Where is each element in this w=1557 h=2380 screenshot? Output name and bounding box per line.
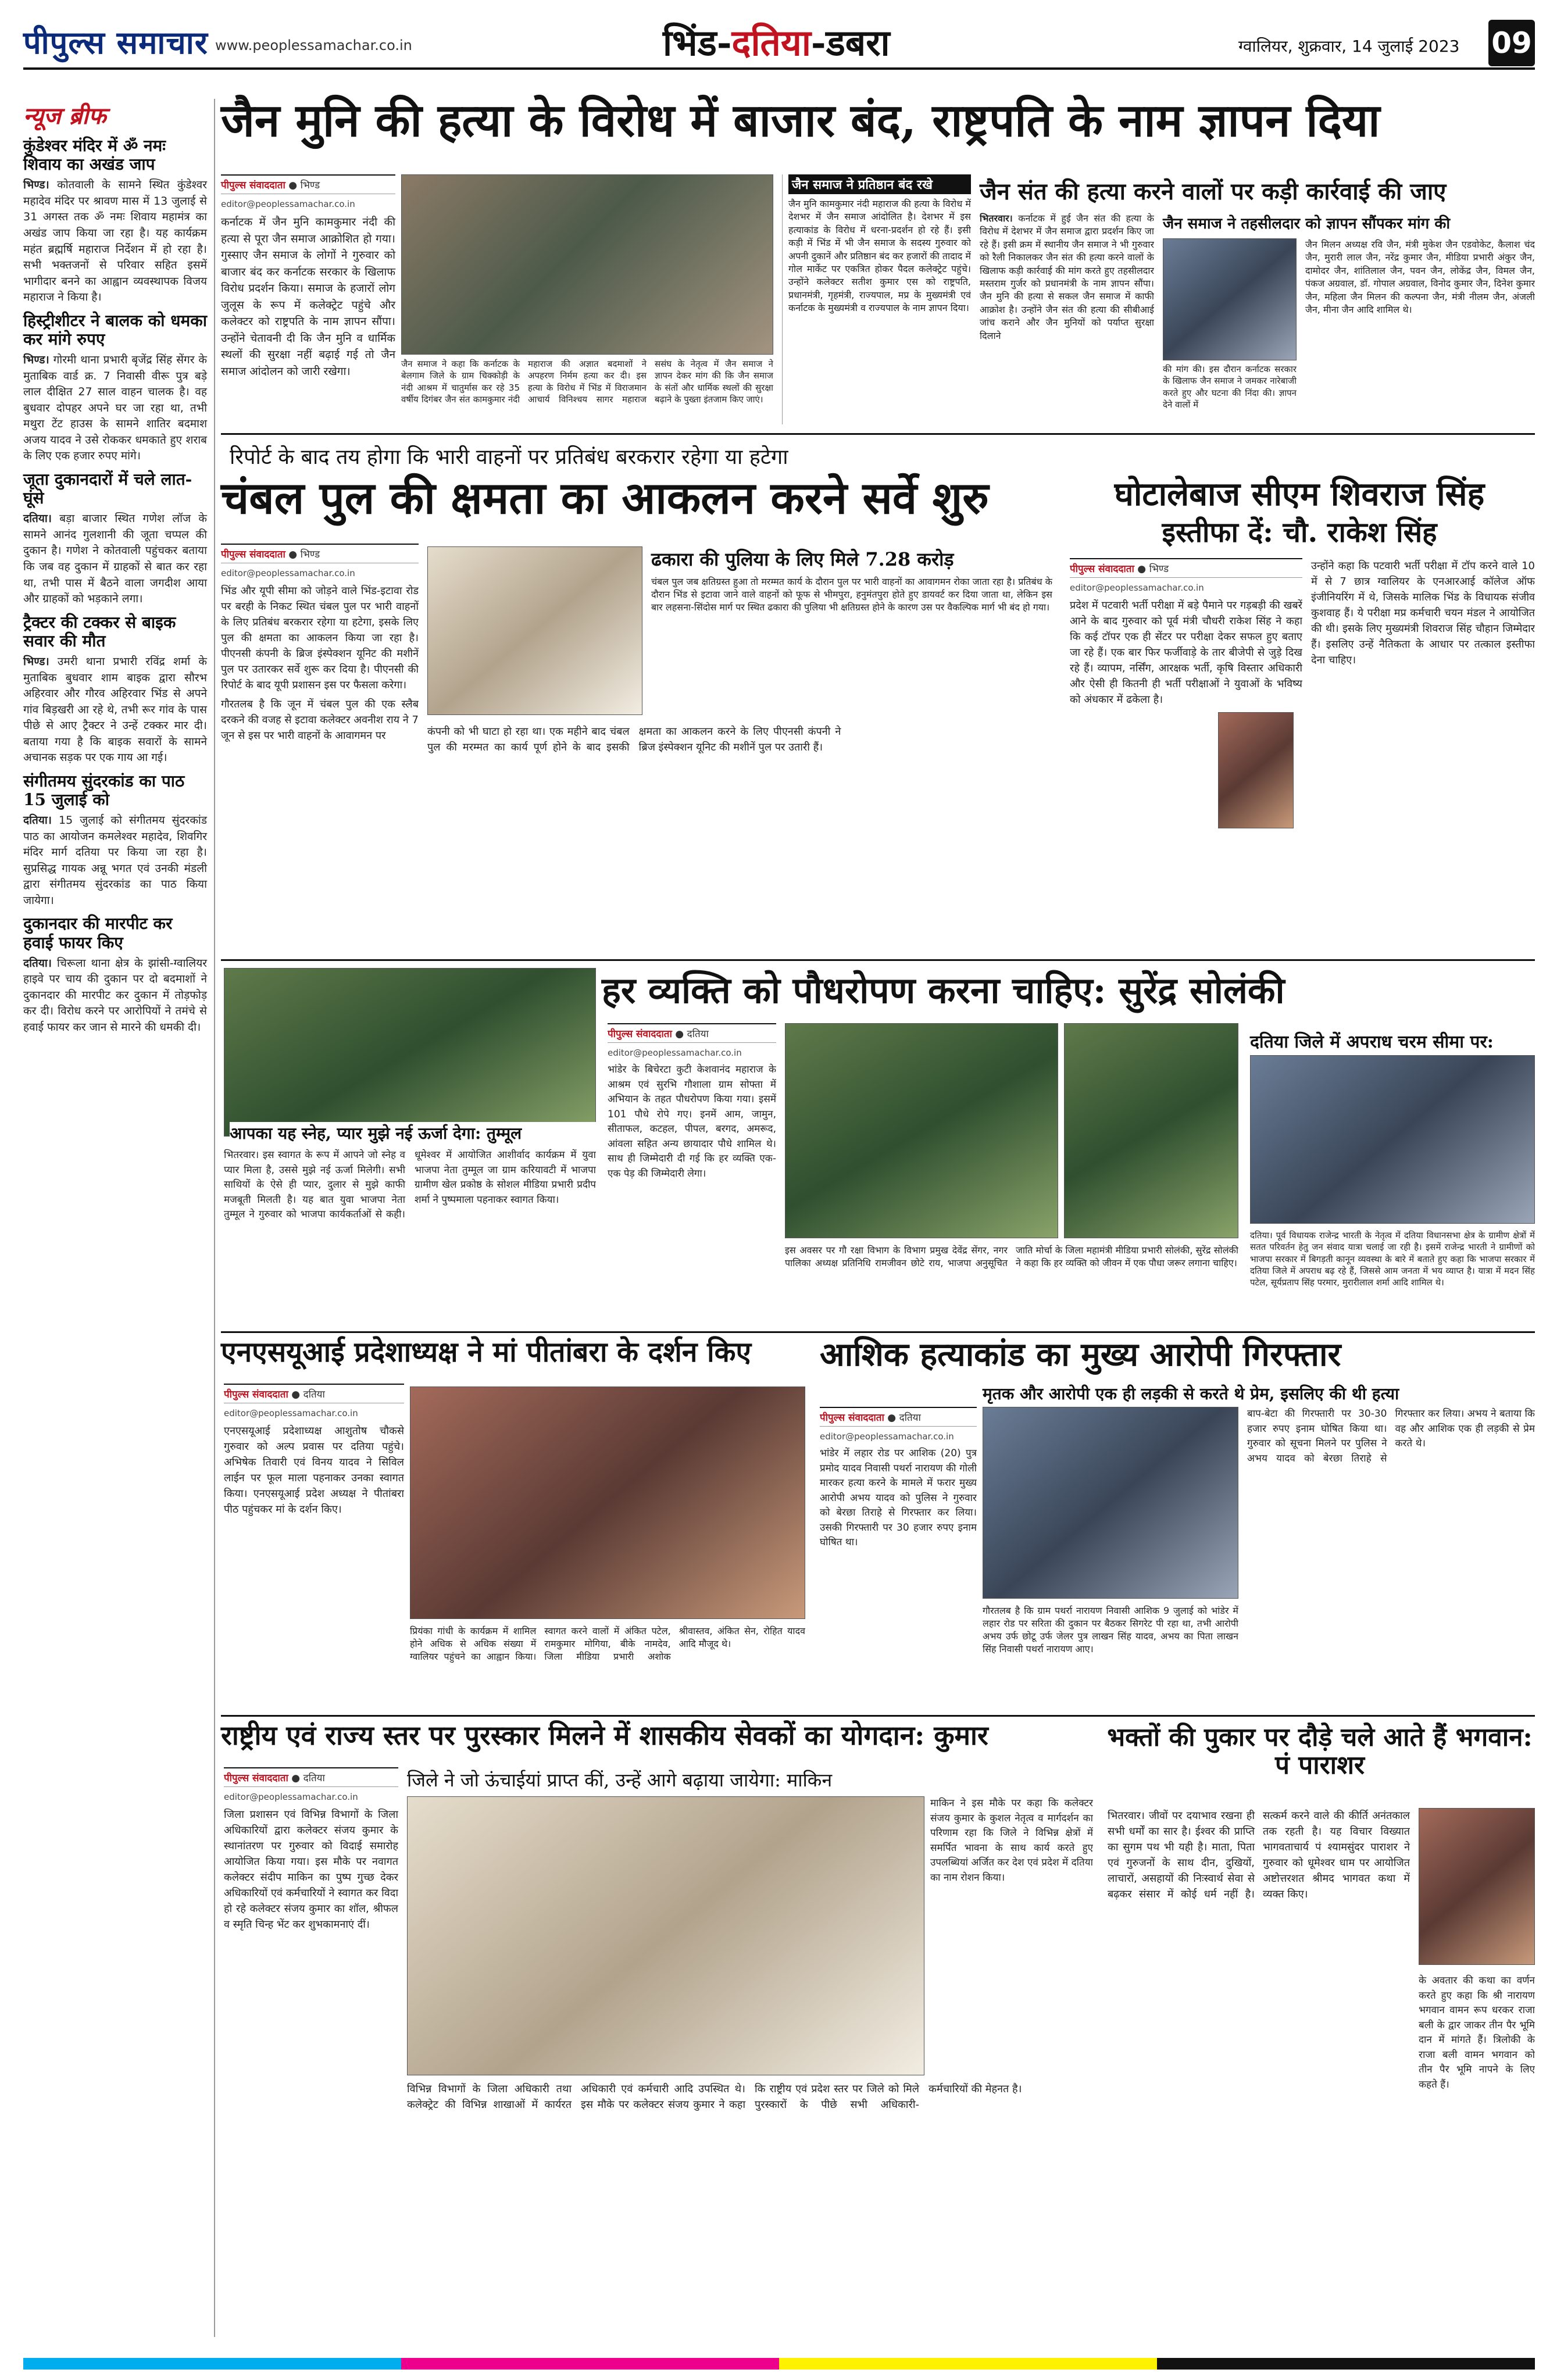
story2-subhead: ढकारा की पुलिया के लिए मिले 7.28 करोड़ <box>651 548 954 570</box>
color-swatch-cyan <box>23 2358 401 2370</box>
section-title <box>663 17 890 66</box>
story8-subhead: मृतक और आरोपी एक ही लड़की से करते थे प्रेम, इसलिए की थी हत्या <box>983 1384 1399 1403</box>
byline-email: editor@peoplessamachar.co.in <box>224 1408 358 1418</box>
section-right: -डबरा <box>810 22 890 64</box>
story1b-column <box>980 212 1154 427</box>
byline: पीपुल्स संवाददाता ● दतिया <box>224 1767 398 1787</box>
brief-dateline: दतिया। <box>23 956 52 970</box>
story9-headline: राष्ट्रीय एवं राज्य स्तर पर पुरस्कार मिलने में शासकीय सेवकों का योगदान: कुमार <box>221 1720 988 1751</box>
story9-col1 <box>224 1767 398 2325</box>
brief-dateline: दतिया। <box>23 814 52 827</box>
story2-col1 <box>221 544 419 950</box>
byline: पीपुल्स संवाददाता ● दतिया <box>224 1384 404 1403</box>
byline-place: दतिया <box>899 1412 921 1424</box>
story7-col1 <box>224 1384 404 1709</box>
byline-name: पीपुल्स संवाददाता <box>608 1028 672 1040</box>
story8-headline: आशिक हत्याकांड का मुख्य आरोपी गिरफ्तार <box>820 1335 1341 1374</box>
brief-text <box>23 956 207 1036</box>
story10-headline: भक्तों की पुकार पर दौड़े चले आते हैं भगवान: पं पाराशर <box>1107 1723 1533 1781</box>
story1b-photo-caption: की मांग की। इस दौरान कर्नाटक सरकार के खिलाफ जैन समाज ने जमकर नारेबाजी करते हुए और घटना की निंदा की। ज्ञापन देने वालों में <box>1163 364 1297 410</box>
byline: पीपुल्स संवाददाता ● दतिया <box>820 1407 977 1427</box>
story9-body: जिला प्रशासन एवं विभिन्न विभागों के जिला अधिकारियों द्वारा कलेक्टर संजय कुमार के स्थानांतरण पर गुरुवार को विदाई समारोह आयोजित किया गया। इस मौके पर नवागत कलेक्टर संदीप माकिन का पुष्प गुच्छ देकर अधिकारियों एवं कर्मचारियों ने स्वागत कर विदा हो रहे कलेक्टर संजय कुमार का शॉल, श्रीफल व स्मृति चिन्ह भेंट कर शुभकामनाएं दीं। <box>224 1809 398 1931</box>
color-swatch-black <box>1157 2358 1535 2370</box>
byline-name: पीपुल्स संवाददाता <box>221 549 285 560</box>
story2-body3: कंपनी को भी घाटा हो रहा था। एक महीने बाद चंबल पुल की मरम्मत का कार्य पूर्ण होने के बाद इसकी क्षमता का आकलन करने के लिए पीएनसी कंपनी ने ब्रिज इंस्पेक्शन यूनिट की मशीनें पुल पर उतारी हैं। <box>427 726 841 753</box>
byline-place: दतिया <box>303 1773 325 1784</box>
page-number: 09 <box>1488 20 1535 66</box>
story1-sidebar <box>782 174 971 424</box>
byline-place: दतिया <box>303 1389 325 1400</box>
story1-photo-crowd <box>401 174 773 355</box>
brief-body: 15 जुलाई को संगीतमय सुंदरकांड पाठ का आयोजन कमलेश्वर महादेव, शिवगिर मंदिर मार्ग दतिया पर किया जा रहा है। सुप्रसिद्ध गायक अन्नू भगत एवं उनकी मंडली द्वारा संगीतमय सुंदरकांड का पाठ किया जायेगा। <box>23 814 207 907</box>
story1-caption: जैन समाज ने कहा कि कर्नाटक के बेलगाम जिले के ग्राम चिक्कोड़ी के नंदी आश्रम में चातुर्मास कर रहे 35 वर्षीय दिगंबर जैन संत कामकुमार नंदी महाराज की अज्ञात बदमाशों ने अपहरण निर्मम हत्या कर दी। इस हत्या के विरोध में भिंड में विराजमान आचार्य विनिश्चय सागर महाराज ससंघ के नेतृत्व में जैन समाज ने ज्ञापन देकर मांग की कि जैन समाज के संतों और धार्मिक स्थलों की सुरक्षा बढ़ाने के पुख्ता इंतजाम किए जाएं। <box>401 359 773 405</box>
byline: पीपुल्स संवाददाता ● भिण्ड <box>1070 558 1302 578</box>
story3-portrait <box>1218 712 1294 828</box>
story1-body: कर्नाटक में जैन मुनि कामकुमार नंदी की हत्या से पूरा जैन समाज आक्रोशित हो गया। गुस्साए जैन समाज के लोगों ने गुरुवार को बाजार बंद कर कर्नाटक सरकार के खिलाफ विरोध प्रदर्शन किया। समाज के हजारों लोग जुलूस के रूप में कलेक्ट्रेट पहुंचे और कलेक्टर को राष्ट्रपति के नाम ज्ञापन सौंपा। उन्होंने चेतावनी दी कि जैन मुनि व धार्मिक स्थलों की सुरक्षा नहीं बढ़ाई गई तो जैन समाज आंदोलन को जारी रखेगा। <box>221 216 395 378</box>
divider <box>221 1331 1535 1333</box>
byline: पीपुल्स संवाददाता ● भिण्ड <box>221 544 419 563</box>
story9-photo-farewell <box>407 1796 924 2075</box>
brief-body: गोरमी थाना प्रभारी बृजेंद्र सिंह सेंगर के मुताबिक वार्ड क्र. 7 निवासी वीरू पुत्र बड़े लाल दीक्षित 27 साल वाहन चालक है। वह बुधवार दोपहर अपने घर जा रहा था, तभी मथुरा टेंट हाउस के सामने शातिर बदमाश अजय यादव ने उसे रोककर धमकाते हुए शराब के लिए एक हजार रुपए मांगे। <box>23 353 207 463</box>
story9-subhead: जिले ने जो ऊंचाईयां प्राप्त कीं, उन्हें आगे बढ़ाया जायेगा: माकिन <box>407 1769 833 1791</box>
byline: पीपुल्स संवाददाता ● दतिया <box>608 1023 776 1043</box>
brief-body: बड़ा बाजार स्थित गणेश लॉज के सामने आनंद गुलशानी की जूता चप्पल की दुकान है। गणेश ने कोतवाली पहुंचकर बताया कि जब वह दुकान में ग्राहकों से बात कर रहा था, तभी पास में बैठने वाला जगदीश आया और ग्राहकों को भड़काने लगा। <box>23 512 207 606</box>
story2-body: भिंड और यूपी सीमा को जोड़ने वाले भिंड-इटावा रोड पर बरही के निकट स्थित चंबल पुल पर भारी वाहनों के लिए प्रतिबंध बरकरार रहेगा या हटेगा, इसके लिए पुल की क्षमता का आकलन किया जा रहा है। पीएनसी कंपनी के ब्रिज इंस्पेक्शन यूनिट की मशीनें पुल पर उतारकर सर्वे शुरू कर दिया है। पीएनसी की रिपोर्ट के बाद यूपी प्रशासन इस पर फैसला करेगा। <box>221 585 419 691</box>
story8-body2: बाप-बेटा की गिरफ्तारी पर 30-30 हजार रुपए इनाम घोषित किया था। गुरुवार को सूचना मिलने पर पुलिस ने अभय यादव को बेरछा तिराहे से गिरफ्तार कर लिया। अभय ने बताया कि वह और आशिक एक ही लड़की से प्रेम करते थे। <box>1247 1408 1535 1464</box>
section-mid: दतिया <box>731 22 811 64</box>
news-brief-column <box>23 99 215 2337</box>
story6-photo <box>1250 1055 1535 1224</box>
brief-text <box>23 177 207 305</box>
story10-body: भितरवार। जीवों पर दयाभाव रखना ही सभी धर्मों का सार है। ईश्वर की प्राप्ति का सुगम पथ भी यही है। माता, पिता एवं गुरुजनों के साथ दीन, दुखियों, लाचारों, असहायों की निःस्वार्थ सेवा से बढ़कर संसार में कोई धर्म नहीं है। सत्कर्म करने वाले की कीर्ति अनंतकाल तक रहती है। यह विचार विख्यात भागवताचार्य पं श्यामसुंदर पाराशर ने गुरुवार को धूमेश्वर धाम पर आयोजित अष्टोत्तरशत श्रीमद भागवत कथा में व्यक्त किए। <box>1108 1810 1410 1900</box>
byline-place: भिण्ड <box>1149 563 1169 575</box>
story10-body2: के अवतार की कथा का वर्णन करते हुए कहा कि श्री नारायण भगवान वामन रूप धरकर राजा बली के द्वार जाकर तीन पैर भूमि दान में मांगते हैं। त्रिलोकी के राजा बली वामन भगवान को तीन पैर भूमि नापने के लिए कहते हैं। <box>1419 1975 1535 2090</box>
story7-headline: एनएसयूआई प्रदेशाध्यक्ष ने मां पीतांबरा के दर्शन किए <box>221 1336 752 1368</box>
divider <box>221 959 1535 961</box>
byline-email: editor@peoplessamachar.co.in <box>1070 583 1204 593</box>
dateline: ग्वालियर, शुक्रवार, 14 जुलाई 2023 <box>1238 37 1460 56</box>
story4-photo-caption: आपका यह स्नेह, प्यार मुझे नई ऊर्जा देगा: तुम्मूल <box>230 1122 602 1144</box>
byline-email: editor@peoplessamachar.co.in <box>221 199 355 209</box>
story1b-headline: जैन संत की हत्या करने वालों पर कड़ी कार्रवाई की जाए <box>980 178 1447 205</box>
brief-text <box>23 654 207 766</box>
story3-headline1: घोटालेबाज सीएम शिवराज सिंह <box>1114 475 1485 513</box>
story1-headline: जैन मुनि की हत्या के विरोध में बाजार बंद, राष्ट्रपति के नाम ज्ञापन दिया <box>221 94 1380 147</box>
color-swatch-magenta <box>401 2358 779 2370</box>
byline: पीपुल्स संवाददाता ● भिण्ड <box>221 174 395 194</box>
story7-body: एनएसयूआई प्रदेशाध्यक्ष आशुतोष चौकसे गुरुवार को अल्प प्रवास पर दतिया पहुंचे। अभिषेक तिवारी एवं विनय यादव ने सिविल लाईन पर फूल माला पहनाकर उनका स्वागत किया। एनएसयूआई प्रदेश अध्यक्ष ने पीतांबरा पीठ पहुंचकर मां के दर्शन किए। <box>224 1425 404 1516</box>
story5-body: भांडेर के बिचेरटा कुटी केशवानंद महाराज के आश्रम एवं सुरभि गौशाला ग्राम सोफ्ता में अभियान के तहत पौधरोपण किया गया। इसमें 101 पौधे रोपे गए। इनमें आम, जामुन, सीताफल, कटहल, पीपल, बरगद, अमरूद, आंवला सहित अन्य छायादार पौधे शामिल थे। साथ ही जिम्मेदारी दी गई कि हर व्यक्ति एक-एक पेड़ की जिम्मेदारी लेगा। <box>608 1064 776 1180</box>
brief-title: हिस्ट्रीशीटर ने बालक को धमका कर मांगे रुपए <box>23 310 207 349</box>
story5-col1 <box>608 1023 776 1325</box>
story10-photo-preacher <box>1419 1808 1535 1965</box>
website-url[interactable]: www.peoplessamachar.co.in <box>215 37 412 53</box>
story3-headline2: इस्तीफा दें: चौ. राकेश सिंह <box>1162 516 1437 549</box>
story1-byline <box>221 174 395 380</box>
masthead <box>23 12 1535 70</box>
brief-title: दुकानदार की मारपीट कर हवाई फायर किए <box>23 914 173 952</box>
story7-photo <box>410 1386 805 1619</box>
story1b-names: जैन मिलन अध्यक्ष रवि जैन, मंत्री मुकेश जैन एडवोकेट, कैलाश चंद जैन, मुरारी लाल जैन, नरेंद्र कुमार जैन, मीडिया प्रभारी अंकुर जैन, दामोदर जैन, शांतिलाल जैन, पवन जैन, लोकेंद्र जैन, विमल जैन, पंकज अग्रवाल, डॉ. गोपाल अग्रवाल, विनोद कुमार जैन, दिनेश कुमार जैन, महिला जैन मिलन की कल्पना जैन, मंत्री नीलम जैन, अंजली जैन, मीना जैन आदि शामिल थे। <box>1305 239 1535 315</box>
brief-title: कुंडेश्वर मंदिर में ॐ नमः शिवाय का अखंड जाप <box>23 136 166 174</box>
byline-name: पीपुल्स संवाददाता <box>1070 563 1134 575</box>
brief-text <box>23 352 207 464</box>
story9-caption: विभिन्न विभागों के जिला अधिकारी तथा कलेक्ट्रेट की विभिन्न शाखाओं में कार्यरत अधिकारी एवं कर्मचारी आदि उपस्थित थे। इस मौके पर कलेक्टर संजय कुमार ने कहा कि राष्ट्रीय एवं प्रदेश स्तर पर जिले को मिले पुरस्कारों के पीछे सभी अधिकारी-कर्मचारियों की मेहनत है। <box>407 2083 1022 2111</box>
story6-body: दतिया। पूर्व विधायक राजेन्द्र भारती के नेतृत्व में दतिया विधानसभा क्षेत्र के ग्रामीण क्षेत्रों में सतत परिवर्तन हेतु जन संवाद यात्रा चलाई जा रही है। इसमें राजेन्द्र भारती ने ग्रामीणों को भाजपा सरकार में बिगड़ती कानून व्यवस्था के बारे में बताते हुए कहा कि भाजपा सरकार में दतिया जिले में अपराध बढ़ रहे हैं, जिससे आम जनता में भय व्याप्त है। यात्रा में मदन सिंह पटेल, सूर्यप्रताप सिंह परमार, मुरारीलाल शर्मा आदि शामिल थे। <box>1250 1230 1535 1288</box>
story5-headline: हर व्यक्ति को पौधरोपण करना चाहिए: सुरेंद्र सोलंकी <box>602 969 1285 1012</box>
byline-place: भिण्ड <box>300 549 320 560</box>
story3-body2: उन्होंने कहा कि पटवारी भर्ती परीक्षा में टॉप करने वाले 10 में से 7 छात्र ग्वालियर के एनआरआई कॉलेज ऑफ इंजीनियरिंग में थे, जिसके मालिक भिंड के विधायक संजीव कुशवाह हैं। ये परीक्षा मप्र कर्मचारी चयन मंडल ने आयोजित की थी। इसके लिए मुख्यमंत्री शिवराज सिंह चौहान जिम्मेदार हैं। इसलिए उन्हें नैतिकता के आधार पर तत्काल इस्तीफा देना चाहिए। <box>1311 560 1535 666</box>
color-swatch-yellow <box>779 2358 1157 2370</box>
story8-caption: गौरतलब है कि ग्राम पथर्रा नारायण निवासी आशिक 9 जुलाई को भांडेर में लहार रोड पर सरिता की दुकान पर बैठकर सिगरेट पी रहा था, तभी आरोपी अभय उर्फ छोटू उर्फ जेलर पुत्र लाखन सिंह यादव, अभय का पिता लाखन सिंह निवासी पथर्रा नारायण आए। <box>983 1605 1238 1655</box>
brief-body: कोतवाली के सामने स्थित कुंडेश्वर महादेव मंदिर पर श्रावण मास में 13 जुलाई से 31 अगस्त तक ॐ नमः शिवाय महामंत्र का अखंड जाप किया जा रहा है। यह कार्यक्रम महंत ब्रह्मर्षि महाराज निर्देशन में हो रहा है। सभी भक्तजनों से परिवार सहित इसमें भागीदार बनने का आह्वान व्यवस्थापक विजय महाराज ने किया है। <box>23 178 208 304</box>
brief-dateline: भिण्ड। <box>23 353 49 367</box>
story8-photo-accused <box>983 1407 1238 1599</box>
brief-dateline: भिण्ड। <box>23 655 49 668</box>
story5-body2: इस अवसर पर गौ रक्षा विभाग के विभाग प्रमुख देवेंद्र सेंगर, नगर पालिका अध्यक्ष प्रतिनिधि रामजीवन छोटे राय, भाजपा अनुसूचित जाति मोर्चा के जिला महामंत्री मीडिया प्रभारी सोलंकी, सुरेंद्र सोलंकी ने कहा कि हर व्यक्ति को जीवन में एक पौधा जरूर लगाना चाहिए। <box>785 1245 1238 1269</box>
story1b-body <box>980 212 1154 342</box>
byline-email: editor@peoplessamachar.co.in <box>820 1431 954 1442</box>
story4-body: भितरवार। इस स्वागत के रूप में आपने जो स्नेह व प्यार मिला है, उससे मुझे नई ऊर्जा मिलेगी। सभी साथियों के ऐसे ही प्यार, दुलार से मुझे काफी मजबूती मिलती है। यह बात युवा भाजपा नेता तुम्मूल ने गुरुवार को भाजपा कार्यकर्ताओं से कही। धूमेश्वर में आयोजित आशीर्वाद कार्यक्रम में युवा भाजपा नेता तुम्मूल जा ग्राम करियावटी में भाजपा ग्रामीण खेल प्रकोष्ठ के सोशल मीडिया प्रभारी प्रदीप शर्मा ने पुष्पमाला पहनाकर स्वागत किया। <box>224 1149 596 1220</box>
section-left: भिंड- <box>663 22 732 64</box>
story3-body: प्रदेश में पटवारी भर्ती परीक्षा में बड़े पैमाने पर गड़बड़ी की खबरें आने के बाद गुरुवार को पूर्व मंत्री चौधरी राकेश सिंह ने कहा कि कई टॉपर एक ही सेंटर पर परीक्षा देकर सफल हुए बताए जा रहे हैं। एक बार फिर फर्जीवाड़े के तार बीजेपी से जुड़े दिख रहे हैं। व्यापम, नर्सिंग, आरक्षक भर्ती, कृषि विस्तार अधिकारी और ऐसी ही कितनी ही भर्ती परीक्षाओं ने युवाओं के भविष्य को अंधकार में ढकेला है। <box>1070 599 1302 706</box>
story4-photo <box>224 968 596 1137</box>
brief-dateline: भिण्ड। <box>23 178 49 192</box>
story1b-subtitle: जैन समाज ने तहसीलदार को ज्ञापन सौंपकर मांग की <box>1163 215 1451 233</box>
byline-name: पीपुल्स संवाददाता <box>820 1412 884 1424</box>
story1-side-title: जैन समाज ने प्रतिष्ठान बंद रखे <box>788 174 971 194</box>
divider <box>221 433 1535 435</box>
brief-body: चिरूला थाना क्षेत्र के झांसी-ग्वालियर हाइवे पर चाय की दुकान पर दो बदमाशों ने दुकानदार की मारपीट कर दुकान में तोड़फोड़ कर दी। विरोध करने पर आरोपियों ने तमंचे से हवाई फायर कर जान से मारने की धमकी दी। <box>23 956 207 1034</box>
story2-body2: गौरतलब है कि जून में चंबल पुल की एक स्लैब दरकने की वजह से इटावा कलेक्टर अवनीश राय ने 7 जून से इस पर भारी वाहनों के आवागमन पर <box>221 698 419 742</box>
brief-text <box>23 813 207 909</box>
brief-title: संगीतमय सुंदरकांड का पाठ 15 जुलाई को <box>23 771 185 809</box>
story1b-dateline: भितरवार। <box>980 213 1013 224</box>
byline-place: दतिया <box>687 1028 709 1040</box>
story2-sub-body: चंबल पुल जब क्षतिग्रस्त हुआ तो मरम्मत कार्य के दौरान पुल पर भारी वाहनों का आवागमन रोका जाता रहा है। प्रतिबंध के दौरान भिंड से इटावा जाने वाले वाहनों को फूफ से भीमपुरा, हनुमंतपुरा होते हुए डायवर्ट कर दिया जाता था, लेकिन इस बार लहसना-सिंदोस मार्ग पर स्थित ढकारा की पुलिया भी क्षतिग्रस्त होने के कारण उस पर वैकल्पिक मार्ग भी बंद हो गया। <box>651 576 1052 613</box>
brief-title: ट्रैक्टर की टक्कर से बाइक सवार की मौत <box>23 612 176 651</box>
story2-headline: चंबल पुल की क्षमता का आकलन करने सर्वे शुरु <box>221 472 989 524</box>
story8-col1 <box>820 1407 977 1709</box>
brief-dateline: दतिया। <box>23 512 52 526</box>
story8-body: भांडेर में लहार रोड पर आशिक (20) पुत्र प्रमोद यादव निवासी पथर्रा नारायण की गोली मारकर हत्या करने के मामले में फरार मुख्य आरोपी अभय यादव को पुलिस ने गुरुवार को बेरछा तिराहे से गिरफ्तार कर लिया। उसकी गिरफ्तारी पर 30 हजार रुपए इनाम घोषित था। <box>820 1448 977 1548</box>
byline-email: editor@peoplessamachar.co.in <box>608 1048 742 1058</box>
story1b-photo-memorandum <box>1163 238 1297 360</box>
newspaper-logo: पीपुल्स समाचार <box>23 24 208 61</box>
byline-email: editor@peoplessamachar.co.in <box>224 1792 358 1802</box>
brief-body: उमरी थाना प्रभारी रविंद्र शर्मा के मुताबिक बुधवार शाम बाइक द्वारा सौरभ अहिरवार और गौरव अहिरवार भिंड से अपने गांव बिड़खरी आ रहे थे, तभी रूर गांव के पास पीछे से आए ट्रैक्टर ने उन्हें टक्कर मार दी। बताया गया है कि बाइक सवारों के सामने अचानक सड़क पर एक गाय आ गई। <box>23 655 207 764</box>
news-brief-label: न्यूज ब्रीफ <box>23 102 106 130</box>
byline-place: भिण्ड <box>300 180 320 191</box>
story1b-text: कर्नाटक में हुई जैन संत की हत्या के विरोध में देशभर में जैन समाज द्वारा प्रदर्शन किए जा रहे हैं। इसी क्रम में स्थानीय जैन समाज ने भी गुरुवार को रैली निकालकर जैन संत की हत्या करने वालों के खिलाफ कड़ी कार्रवाई की मांग करते हुए तहसीलदार मस्तराम गुर्जर को प्रधानमंत्री के नाम ज्ञापन सौंपा। जैन मुनि की हत्या से सकल जैन समाज में काफी आक्रोश है। उन्होंने जैन संत की हत्या की सीबीआई जांच कराने और जैन मुनियों को पर्याप्त सुरक्षा दिलाने <box>980 213 1154 341</box>
story5-photo-field <box>1064 1023 1238 1238</box>
story2-kicker: रिपोर्ट के बाद तय होगा कि भारी वाहनों पर प्रतिबंध बरकरार रहेगा या हटेगा <box>230 445 788 469</box>
story9-body2: माकिन ने इस मौके पर कहा कि कलेक्टर संजय कुमार के कुशल नेतृत्व व मार्गदर्शन का परिणाम रहा कि जिले ने विभिन्न क्षेत्रों में समर्पित भावना के साथ कार्य करते हुए उपलब्धियां अर्जित कर देश एवं प्रदेश में दतिया का नाम रोशन किया। <box>930 1797 1093 1884</box>
print-color-bar <box>23 2358 1535 2370</box>
brief-text <box>23 511 207 607</box>
byline-name: पीपुल्स संवाददाता <box>224 1773 288 1784</box>
story5-photo-planting <box>785 1023 1058 1238</box>
story6-headline: दतिया जिले में अपराध चरम सीमा पर: <box>1250 1032 1494 1052</box>
divider <box>221 1715 1535 1717</box>
byline-name: पीपुल्स संवाददाता <box>221 180 285 191</box>
byline-name: पीपुल्स संवाददाता <box>224 1389 288 1400</box>
story7-body2: प्रियंका गांधी के कार्यक्रम में शामिल होने अधिक से अधिक संख्या में ग्वालियर पहुंचने का आह्वान किया। स्वागत करने वालों में अंकित पटेल, रामकुमार मोगिया, बीके नामदेव, जिला मीडिया प्रभारी अशोक श्रीवास्तव, अंकित सेन, रोहित यादव आदि मौजूद थे। <box>410 1625 805 1663</box>
brief-title: जूता दुकानदारों में चले लात-घूंसे <box>23 469 192 508</box>
byline-email: editor@peoplessamachar.co.in <box>221 568 355 578</box>
story2-photo-bridge <box>427 546 642 715</box>
story1-side-body: जैन मुनि कामकुमार नंदी महाराज की हत्या के विरोध में देशभर में जैन समाज आंदोलित है। देशभर में इस हत्याकांड के विरोध में धरना-प्रदर्शन हो रहे हैं। इसी कड़ी में भिंड में भी जैन समाज के सदस्य गुरुवार को अपनी दुकानें और प्रतिष्ठान बंद कर हजारों की तादाद में गोल मार्केट पर एकत्रित होकर पैदल कलेक्ट्रेट पहुंचे। उन्होंने कलेक्टर सतीश कुमार एस को राष्ट्रपति, प्रधानमंत्री, गृहमंत्री, राज्यपाल, मप्र के मुख्यमंत्री एवं कर्नाटक के मुख्यमंत्री व राज्यपाल के नाम ज्ञापन दिया। <box>788 198 971 314</box>
